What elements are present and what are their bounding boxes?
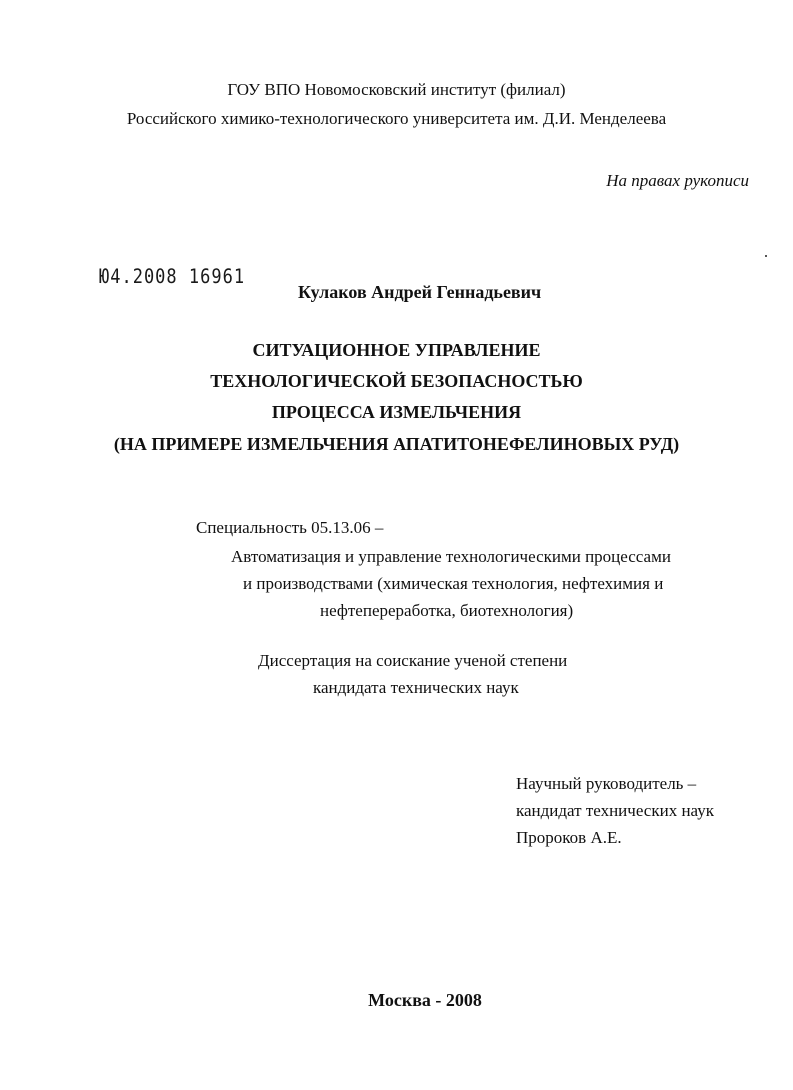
specialty-line-3: нефтепереработка, биотехнология) <box>320 601 574 620</box>
specialty-line-2: и производствами (химическая технология, нефтехимия и <box>243 574 664 593</box>
supervisor-name: Пророков А.Е. <box>516 828 622 847</box>
scan-artifact-dot <box>765 255 767 257</box>
supervisor-label: Научный руководитель – <box>516 774 697 793</box>
specialty-label: Специальность 05.13.06 – <box>196 518 384 537</box>
specialty-line-1: Автоматизация и управление технологическими процессами <box>231 547 671 566</box>
title-line-4: (НА ПРИМЕРЕ ИЗМЕЛЬЧЕНИЯ АПАТИТОНЕФЕЛИНОВЫХ РУД) <box>113 434 680 454</box>
author-name: Кулаков Андрей Геннадьевич <box>298 282 542 302</box>
supervisor-degree: кандидат технических наук <box>516 801 714 820</box>
title-line-2: ТЕХНОЛОГИЧЕСКОЙ БЕЗОПАСНОСТЬЮ <box>210 371 583 391</box>
university-name: Российского химико-технологического университета им. Д.И. Менделеева <box>126 109 667 128</box>
dissertation-degree-line-1: Диссертация на соискание ученой степени <box>258 651 568 670</box>
dissertation-degree-line-2: кандидата технических наук <box>313 678 519 697</box>
title-line-3: ПРОЦЕССА ИЗМЕЛЬЧЕНИЯ <box>271 402 522 422</box>
institution-name: ГОУ ВПО Новомосковский институт (филиал) <box>227 80 566 99</box>
library-stamp-code: Ю4.2008 16961 <box>99 265 246 289</box>
title-line-1: СИТУАЦИОННОЕ УПРАВЛЕНИЕ <box>252 340 541 360</box>
manuscript-rights-note: На правах рукописи <box>606 171 749 190</box>
city-year: Москва - 2008 <box>368 990 482 1010</box>
